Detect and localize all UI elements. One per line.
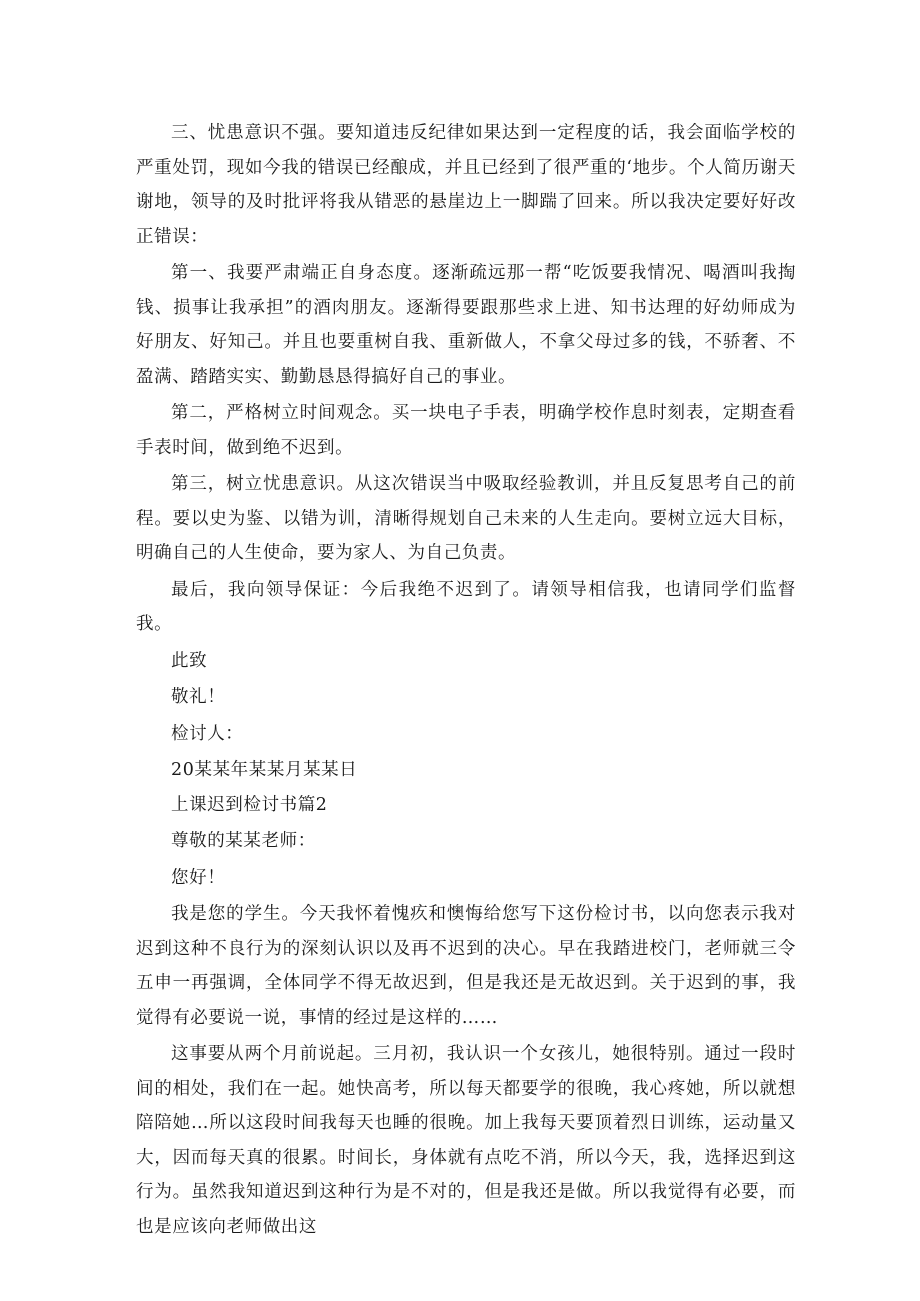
paragraph-student: 我是您的学生。今天我怀着愧疚和懊悔给您写下这份检讨书，以向您表示我对迟到这种不良行为的深刻认识以及再不迟到的决心。早在我踏进校门，老师就三令五申一再强调，全体同学不得无故迟到，但是我还是无故迟到。关于迟到的事，我觉得有必要说一说，事情的经过是这样的…… [136,904,796,1028]
greeting-line: 尊敬的某某老师： [171,831,316,851]
date-line: 20某某年某某月某某日 [171,760,358,780]
paragraph-awareness: 三、忧患意识不强。要知道违反纪律如果达到一定程度的话，我会面临学校的严重处罚，现如今我的错误已经酿成，并且已经到了很严重的‘地步。个人简历谢天谢地，领导的及时批评将我从错恶的悬崖边上一脚踹了回来。所以我决定要好好改正错误： [136,123,796,247]
paragraph-first: 第一、我要严肃端正自身态度。逐渐疏远那一帮“吃饭要我情况、喝酒叫我掏钱、损事让我承担”的酒肉朋友。逐渐得要跟那些求上进、知书达理的好幼师成为好朋友、好知己。并且也要重树自我、重新做人，不拿父母过多的钱，不骄奢、不盈满、踏踏实实、勤勤恳恳得搞好自己的事业。 [136,263,796,387]
document-body [136,116,796,1244]
paragraph-story: 这事要从两个月前说起。三月初，我认识一个女孩儿，她很特别。通过一段时间的相处，我们在一起。她快高考，所以每天都要学的很晚，我心疼她，所以就想陪陪她…所以这段时间我每天也睡的很晚。加上我每天要顶着烈日训练，运动量又大，因而每天真的很累。时间长，身体就有点吃不消，所以今天，我，选择迟到这行为。虽然我知道迟到这种行为是不对的，但是我还是做。所以我觉得有必要，而也是应该向老师做出这 [136,1044,796,1237]
salute-line-2: 敬礼！ [171,687,226,707]
paragraph-finally: 最后，我向领导保证：今后我绝不迟到了。请领导相信我，也请同学们监督我。 [136,579,796,634]
hello-line: 您好！ [171,867,226,888]
section-title: 上课迟到检讨书篇2 [171,794,328,815]
paragraph-second: 第二，严格树立时间观念。买一块电子手表，明确学校作息时刻表，定期查看手表时间，做到绝不迟到。 [136,403,796,458]
paragraph-third: 第三，树立忧患意识。从这次错误当中吸取经验教训，并且反复思考自己的前程。要以史为鉴、以错为训，清晰得规划自己未来的人生走向。要树立远大目标，明确自己的人生使命，要为家人、为自己负责。 [136,474,796,563]
salute-line-1: 此致 [171,650,208,671]
signer-line: 检讨人： [171,723,244,744]
